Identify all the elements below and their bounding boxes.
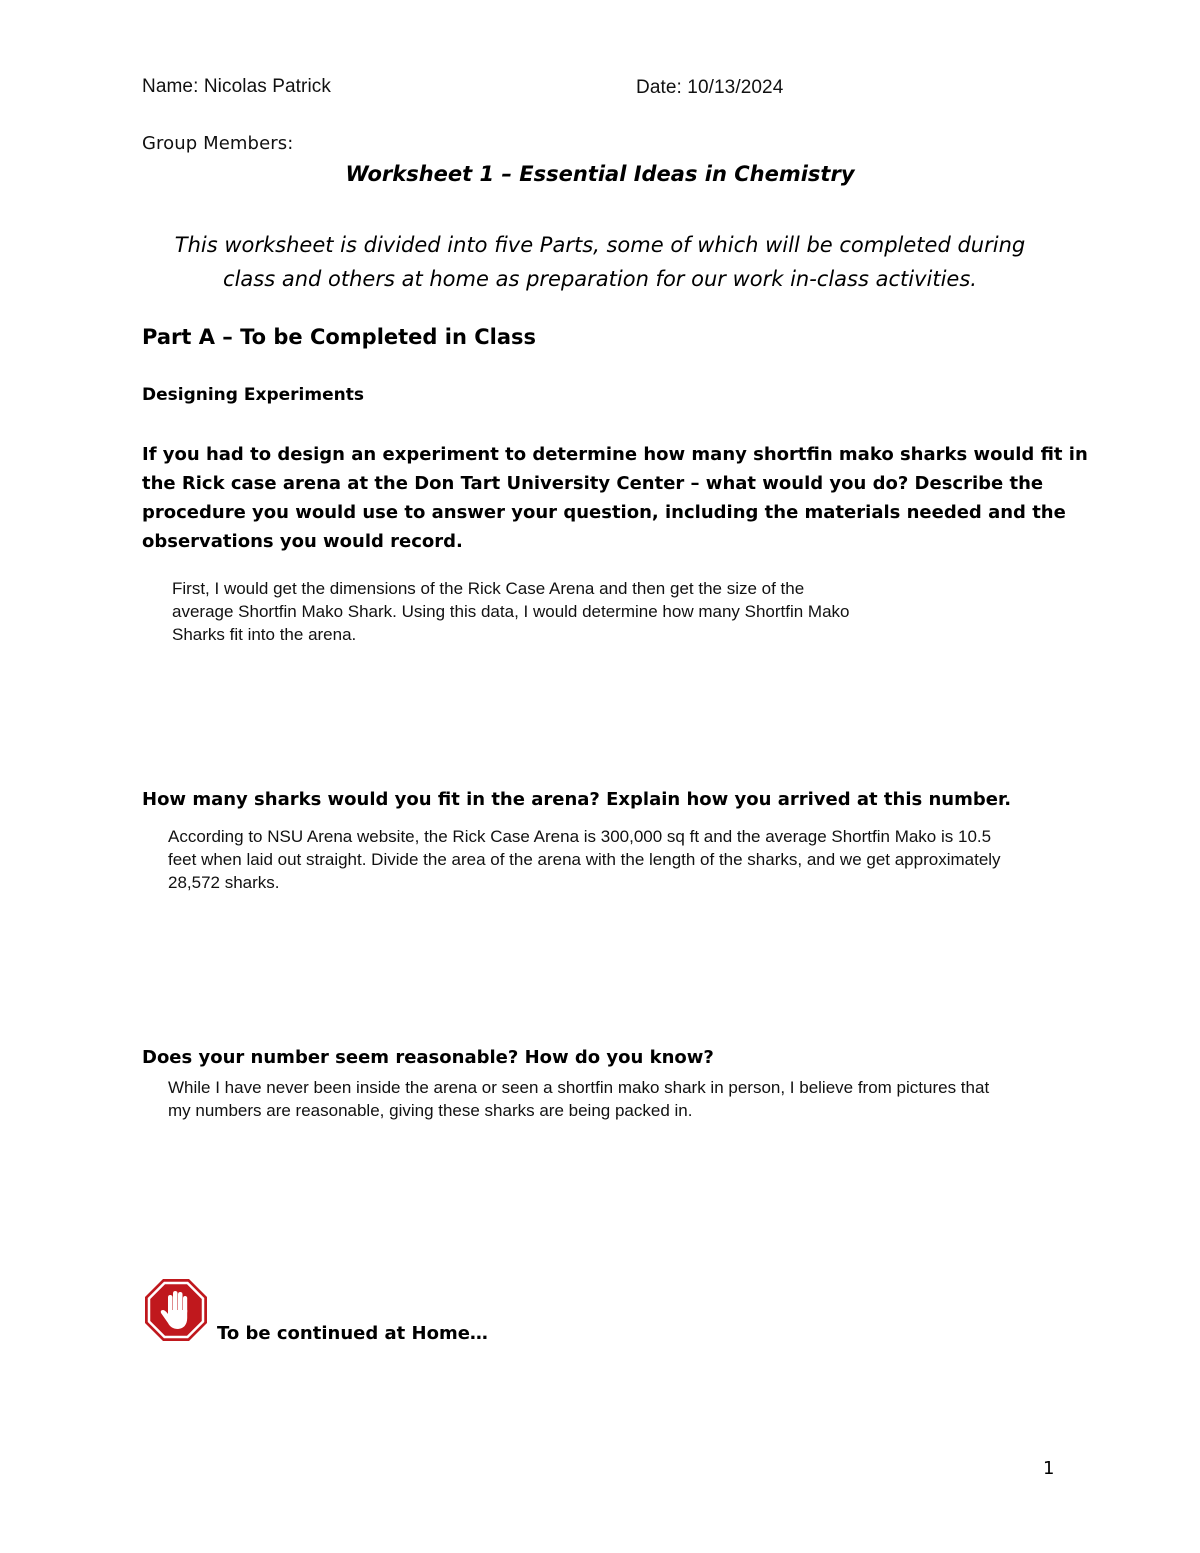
student-name: Name: Nicolas Patrick [142, 76, 331, 97]
question-1 [142, 440, 1088, 556]
answer-1 [172, 577, 850, 646]
group-members-label: Group Members: [142, 133, 294, 154]
intro-paragraph [140, 228, 1060, 296]
question-line: the Rick case arena at the Don Tart University Center – what would you do? Describe the [142, 473, 1044, 494]
answer-line: First, I would get the dimensions of the Rick Case Arena and then get the size of the [172, 579, 805, 598]
designing-experiments-heading: Designing Experiments [142, 385, 364, 405]
question-line: observations you would record. [142, 531, 463, 552]
answer-line: Sharks fit into the arena. [172, 625, 357, 644]
question-line: procedure you would use to answer your question, including the materials needed and the [142, 502, 1066, 523]
question-2: How many sharks would you fit in the arena? Explain how you arrived at this number. [142, 789, 1012, 810]
page-number: 1 [1043, 1458, 1055, 1479]
answer-line: According to NSU Arena website, the Rick Case Arena is 300,000 sq ft and the average Shortfin Mako is 10.5 [168, 827, 992, 846]
intro-line: class and others at home as preparation for our work in-class activities. [223, 267, 977, 291]
answer-line: feet when laid out straight. Divide the area of the arena with the length of the sharks, and we get approximately [168, 850, 1001, 869]
continue-at-home: To be continued at Home… [217, 1323, 488, 1344]
answer-3 [168, 1076, 989, 1122]
answer-line: While I have never been inside the arena or seen a shortfin mako shark in person, I believe from pictures that [168, 1078, 990, 1097]
answer-line: average Shortfin Mako Shark. Using this data, I would determine how many Shortfin Mako [172, 602, 850, 621]
question-line: If you had to design an experiment to determine how many shortfin mako sharks would fit in [142, 444, 1088, 465]
intro-line: This worksheet is divided into five Parts, some of which will be completed during [174, 233, 1026, 257]
answer-line: 28,572 sharks. [168, 873, 280, 892]
question-3: Does your number seem reasonable? How do you know? [142, 1047, 714, 1068]
part-a-heading: Part A – To be Completed in Class [142, 325, 536, 349]
answer-2 [168, 825, 1001, 894]
answer-line: my numbers are reasonable, giving these sharks are being packed in. [168, 1101, 693, 1120]
date: Date: 10/13/2024 [636, 77, 784, 98]
worksheet-title: Worksheet 1 – Essential Ideas in Chemistry [345, 162, 855, 186]
stop-hand-icon [144, 1278, 208, 1342]
